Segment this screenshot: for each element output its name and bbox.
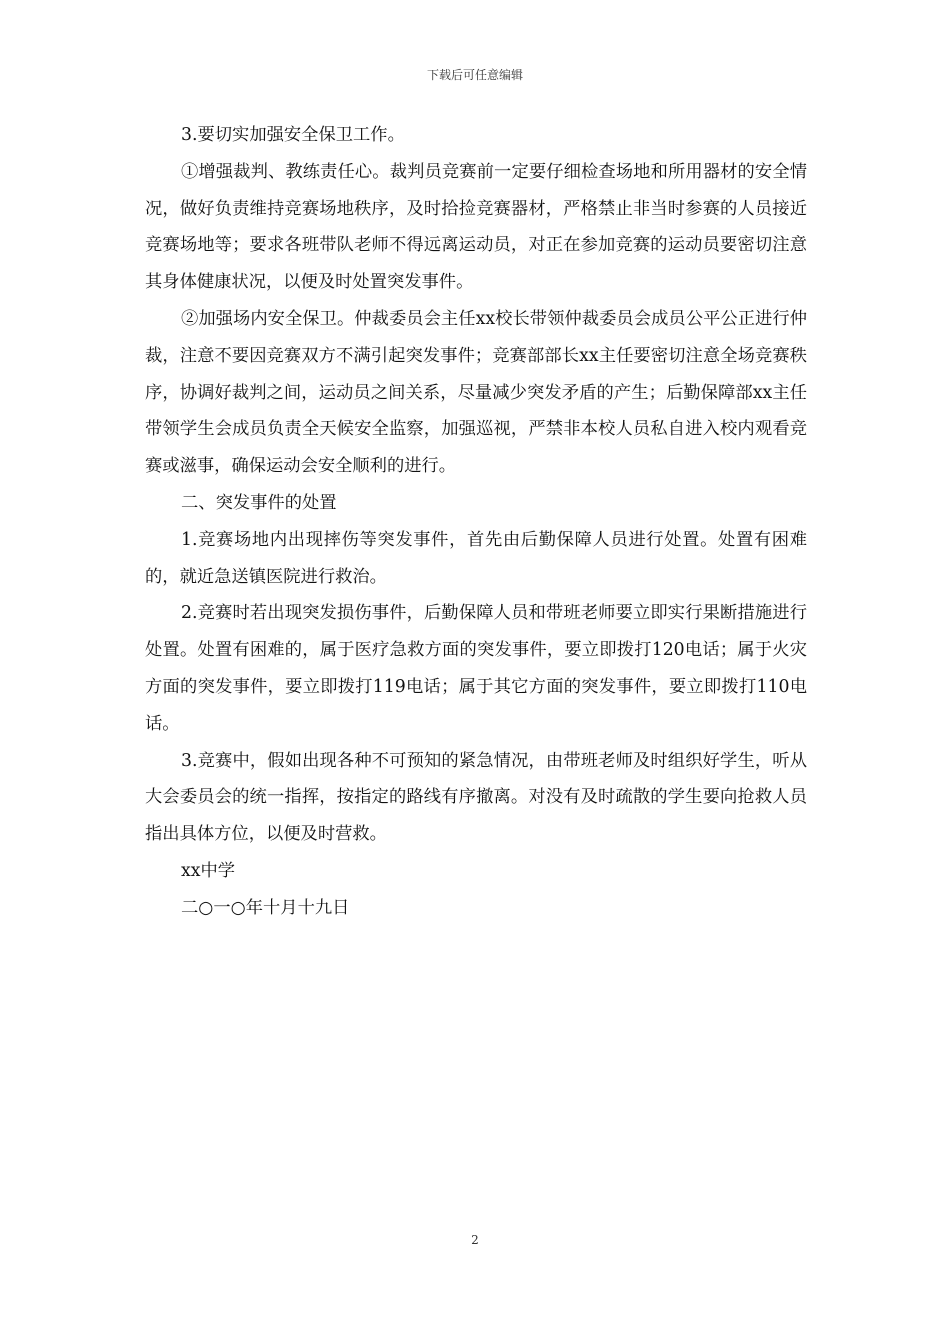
signature-school: xx中学 [181,860,236,881]
paragraph-venue-security: ②加强场内安全保卫。仲裁委员会主任xx校长带领仲裁委员会成员公平公正进行仲裁，注意不要因竞赛双方不满引起突发事件；竞赛部部长xx主任要密切注意全场竞赛秩序，协调好裁判之间，运动员之间关系，尽量减少突发矛盾的产生；后勤保障部xx主任带领学生会成员负责全天候安全监察，加强巡视，严禁非本校人员私自进入校内观看竞赛或滋事，确保运动会安全顺利的进行。 [145,308,807,477]
paragraph-item-3: 3.竞赛中，假如出现各种不可预知的紧急情况，由带班老师及时组织好学生，听从大会委员会的统一指挥，按指定的路线有序撤离。对没有及时疏散的学生要向抢救人员指出具体方位，以便及时营救。 [145,750,807,845]
section-heading-emergency-handling: 二、突发事件的处置 [181,492,337,513]
document-body [145,117,807,927]
paragraph-referee-responsibility: ①增强裁判、教练责任心。裁判员竞赛前一定要仔细检查场地和所用器材的安全情况，做好负责维持竞赛场地秩序，及时拾捡竞赛器材，严格禁止非当时参赛的人员接近竞赛场地等；要求各班带队老师不得远离运动员，对正在参加竞赛的运动员要密切注意其身体健康状况，以便及时处置突发事件。 [145,161,807,293]
page-number: 2 [471,1233,479,1247]
paragraph-section-3-title: 3.要切实加强安全保卫工作。 [181,125,405,145]
signature-date: 二○一○年十月十九日 [181,897,350,918]
page-header: 下载后可任意编辑 [426,68,523,82]
paragraph-item-1: 1.竞赛场地内出现摔伤等突发事件，首先由后勤保障人员进行处置。处置有困难的，就近急送镇医院进行救治。 [145,529,807,587]
paragraph-item-2: 2.竞赛时若出现突发损伤事件，后勤保障人员和带班老师要立即实行果断措施进行处置。处置有困难的，属于医疗急救方面的突发事件，要立即拨打120电话；属于火灾方面的突发事件，要立即拨打119电话；属于其它方面的突发事件，要立即拨打110电话。 [145,603,807,734]
